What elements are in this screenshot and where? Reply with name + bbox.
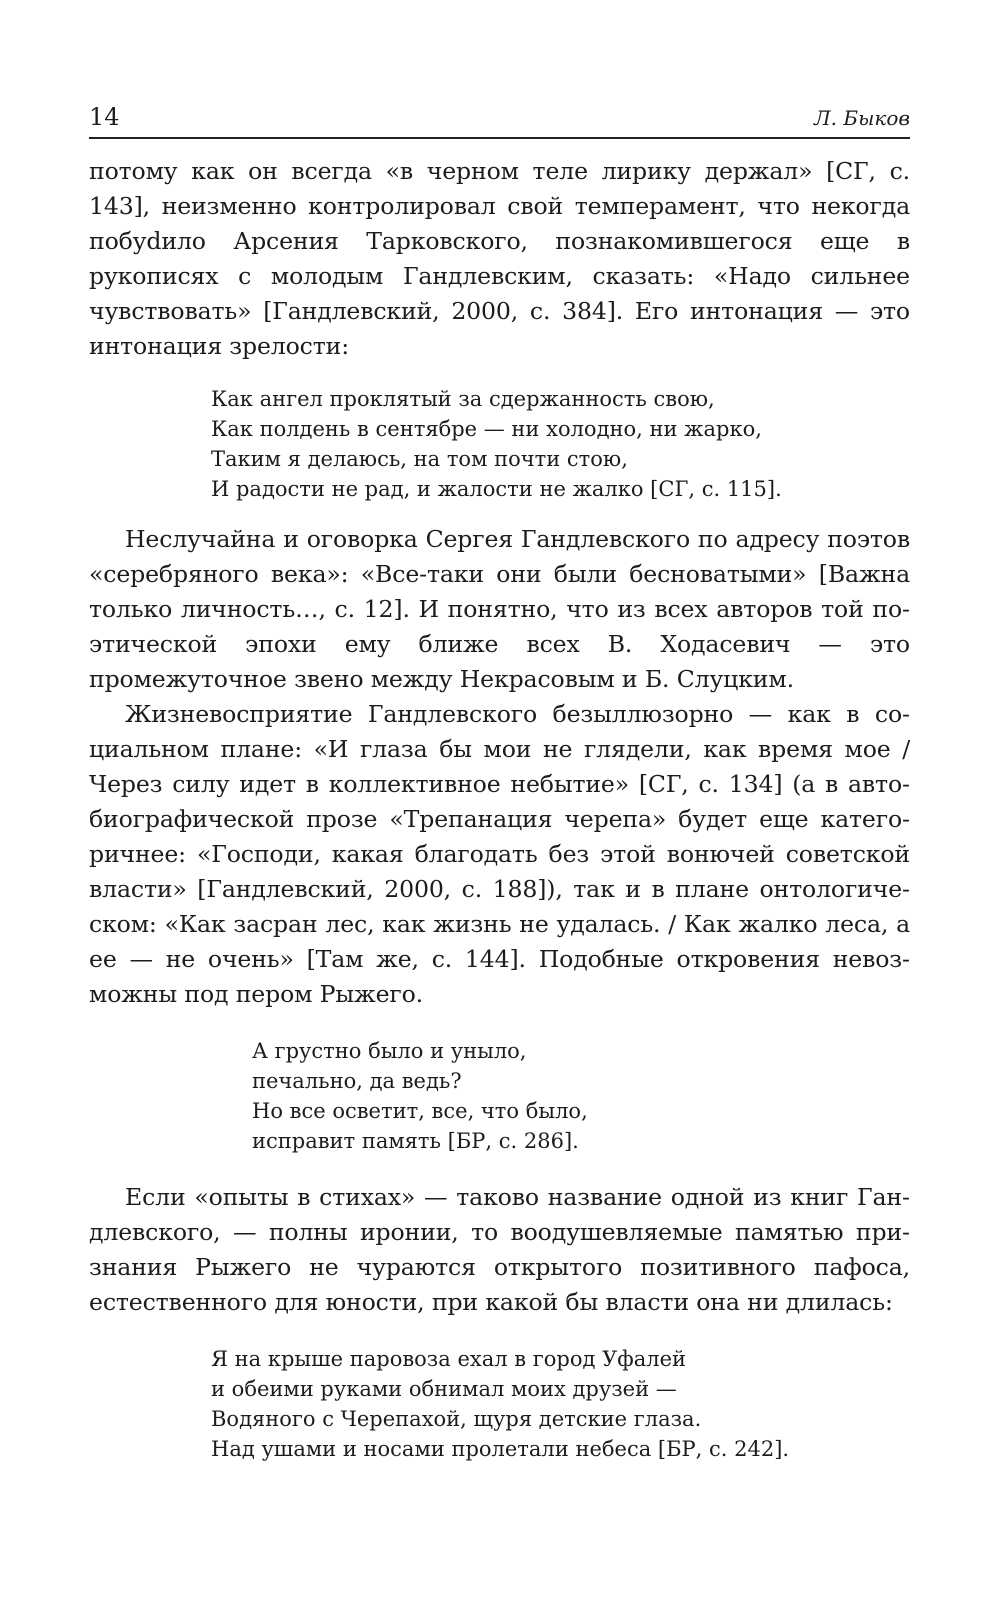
paragraph-2: Неслучайна и оговорка Сергея Гандлевского по адресу поэтов «серебряного века»: «Все-таки они были бесноватыми» [Важна только личность…, с. 12]. И понятно, что из всех авторов той поэтической эпохи ему ближе всех В. Ходасевич — это промежуточное звено между Некрасовым и Б. Слуцким. <box>89 525 910 693</box>
verse-line: Водяного с Черепахой, щуря детские глаза. <box>211 1407 702 1431</box>
verse-line: Как ангел проклятый за сдержанность свою, <box>211 387 715 411</box>
verse-quote-2 <box>252 1036 910 1156</box>
paragraph-3: Жизневосприятие Гандлевского безыллюзорно — как в социальном плане: «И глаза бы мои не глядели, как время мое / Через силу идет в коллективное небытие» [СГ, с. 134] (а в автобиографической прозе «Трепанация черепа» будет еще категоричнее: «Господи, какая благодать без этой вонючей советской власти» [Гандлевский, 2000, с. 188]), так и в плане онтологическом: «Как засран лес, как жизнь не удалась. / Как жалко леса, а ее — не очень» [Там же, с. 144]. Подобные откровения невозможны под пером Рыжего. <box>89 700 910 1008</box>
verse-line: исправит память [БР, с. 286]. <box>252 1129 579 1153</box>
verse-line: А грустно было и уныло, <box>252 1039 527 1063</box>
page-header <box>89 98 910 136</box>
verse-line: И радости не рад, и жалости не жалко [СГ, с. 115]. <box>211 477 782 501</box>
verse-line: Я на крыше паровоза ехал в город Уфалей <box>211 1347 686 1371</box>
verse-quote-1 <box>211 384 910 504</box>
verse-line: Как полдень в сентябре — ни холодно, ни жарко, <box>211 417 762 441</box>
page-number: 14 <box>89 103 120 131</box>
verse-line: Таким я делаюсь, на том почти стою, <box>211 447 628 471</box>
paragraph-4: Если «опыты в стихах» — таково название одной из книг Гандлевского, — полны иронии, то воодушевляемые памятью признания Рыжего не чураются открытого позитивного пафоса, естественного для юности, при какой бы власти она ни длилась: <box>89 1183 910 1316</box>
verse-line: Над ушами и носами пролетали небеса [БР, с. 242]. <box>211 1437 790 1461</box>
verse-quote-3 <box>211 1344 910 1464</box>
verse-line: Но все осветит, все, что было, <box>252 1099 588 1123</box>
running-head-author: Л. Быков <box>813 106 910 130</box>
paragraph-1: потому как он всегда «в черном теле лирику держал» [СГ, с. 143], неизменно контролировал свой темперамент, что некогда побуdило Арсения Тарковского, познакомившегося еще в рукописях с молодым Гандлевским, сказать: «Надо сильнее чувствовать» [Гандлевский, 2000, с. 384]. Его интонация — это интонация зрелости: <box>89 157 910 360</box>
verse-line: и обеими руками обнимал моих друзей — <box>211 1377 677 1401</box>
page-body <box>89 154 910 1464</box>
header-rule <box>89 137 910 139</box>
verse-line: печально, да ведь? <box>252 1069 462 1093</box>
